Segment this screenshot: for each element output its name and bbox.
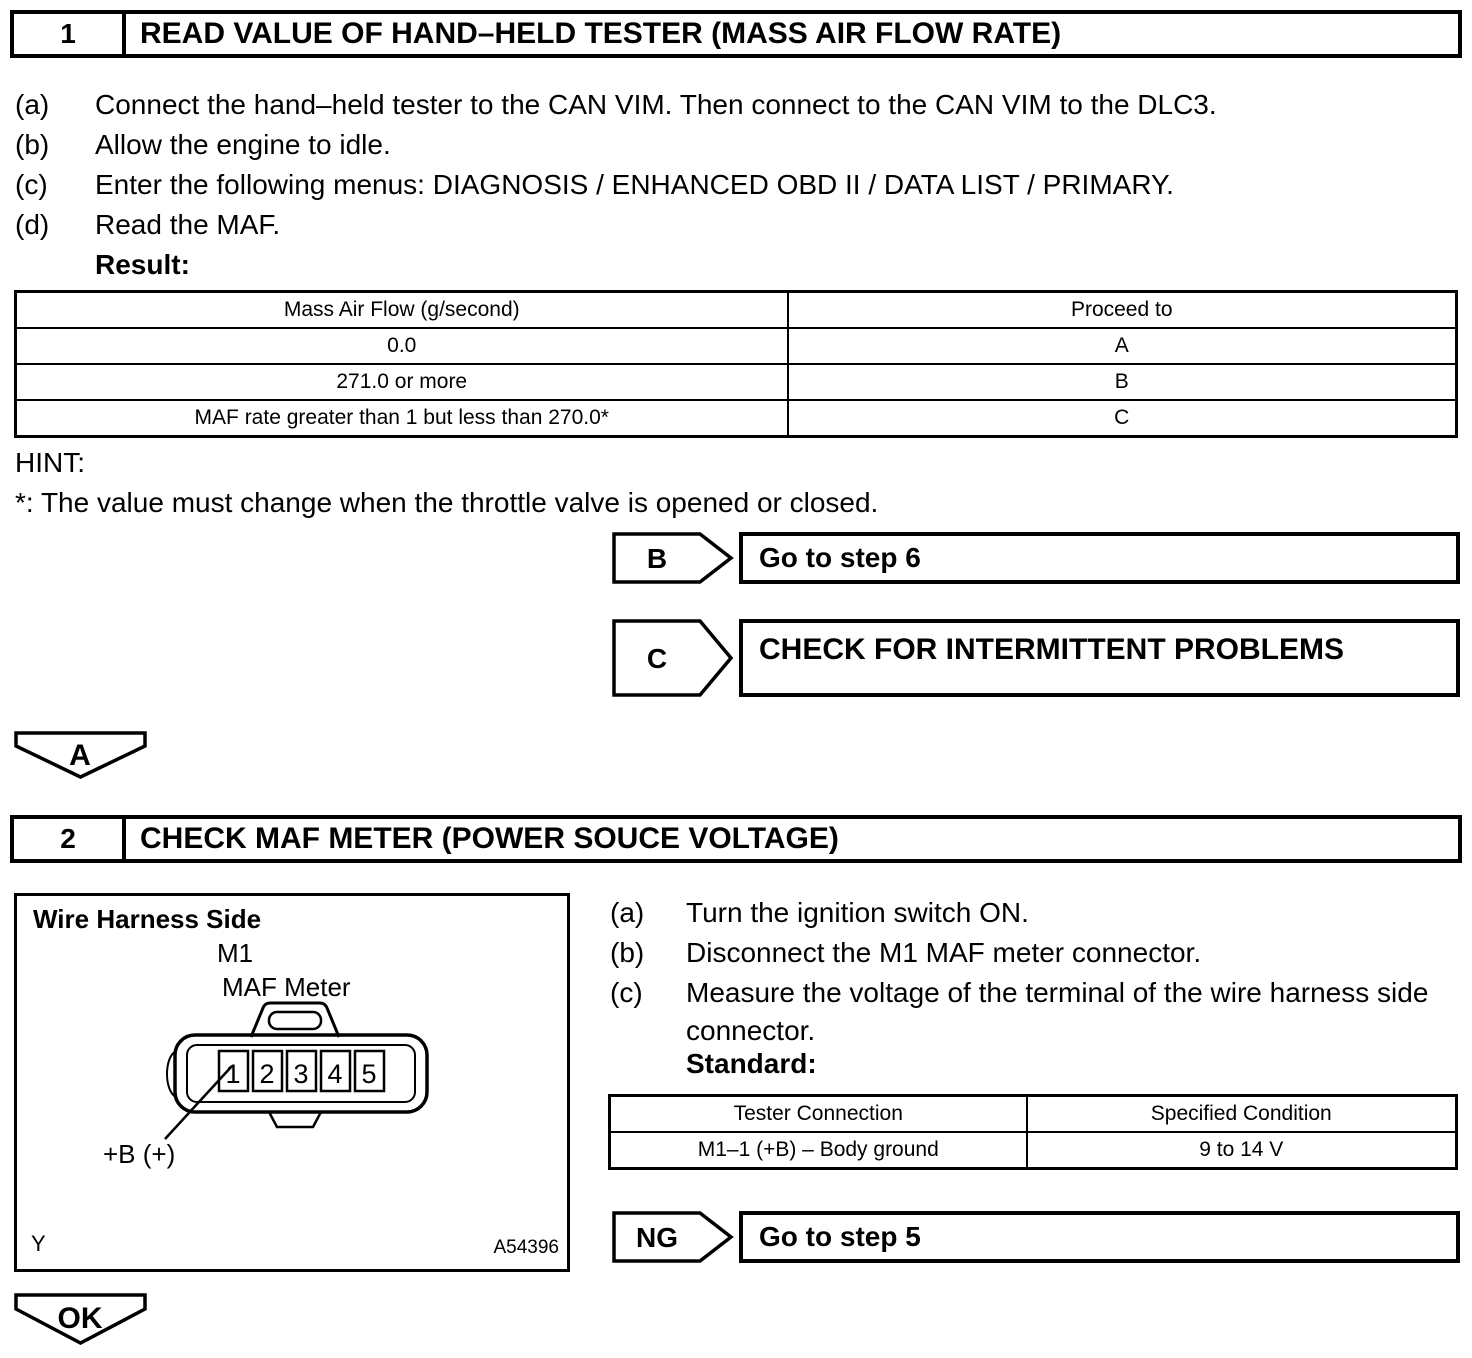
instruction-row [610,933,1472,973]
branch-ng-action [739,1211,1460,1263]
step2-title: CHECK MAF METER (POWER SOUCE VOLTAGE) [140,822,839,855]
table-header-cell: Tester Connection [610,1096,1027,1133]
instruction-label: (c) [15,169,48,200]
branch-ng-label: NG [636,1222,678,1253]
instruction-text: Turn the ignition switch ON. [686,897,1029,928]
connector-latch [269,1012,321,1029]
pin-1-number: 1 [225,1059,241,1089]
result-label: Result: [95,249,190,280]
instruction-label: (b) [15,129,50,160]
terminal-b-label: +B (+) [103,1139,176,1169]
table-header-cell: Specified Condition [1027,1096,1457,1133]
table-cell: 271.0 or more [16,364,788,400]
instruction-text: Allow the engine to idle. [95,129,391,160]
instruction-text: Read the MAF. [95,209,281,240]
branch-c-action [739,619,1460,697]
pin-5-number: 5 [361,1059,377,1089]
table-header-cell: Proceed to [788,292,1457,329]
instruction-label: (a) [610,897,645,928]
instruction-label: (a) [15,89,50,120]
branch-b [612,532,1460,584]
continue-marker-ok [14,1293,148,1347]
connector-top-tab [251,1003,339,1037]
table-header-cell: Mass Air Flow (g/second) [16,292,788,329]
step1-title: READ VALUE OF HAND–HELD TESTER (MASS AIR FLOW RATE) [140,17,1062,50]
step2-header [10,815,1462,863]
step1-header [10,10,1462,58]
hint-text: *: The value must change when the throttle valve is opened or closed. [15,487,879,518]
standard-table [608,1094,1458,1170]
table-row [610,1132,1457,1169]
instruction-row [15,85,1465,125]
branch-c [612,619,1460,697]
maf-connector-diagram [17,999,573,1171]
branch-ng-arrow-icon [612,1211,734,1263]
continue-marker-a-label: A [69,739,91,772]
instruction-text: Enter the following menus: DIAGNOSIS / ENHANCED OBD II / DATA LIST / PRIMARY. [95,169,1174,200]
table-row [16,364,1457,400]
table-cell: M1–1 (+B) – Body ground [610,1132,1027,1169]
table-header-row [16,292,1457,329]
table-row [16,400,1457,437]
table-cell: MAF rate greater than 1 but less than 270.0* [16,400,788,437]
branch-c-arrow-icon [612,619,734,697]
step2-instructions [610,893,1472,1050]
wire-harness-figure [14,893,570,1272]
maf-result-table [14,290,1458,438]
branch-b-label: B [646,543,668,574]
instruction-row [15,125,1465,165]
branch-b-action [739,532,1460,584]
table-cell: A [788,328,1457,364]
instruction-text: Connect the hand–held tester to the CAN VIM. Then connect to the CAN VIM to the DLC3. [95,89,1217,120]
branch-action-text: CHECK FOR INTERMITTENT PROBLEMS [759,633,1344,666]
instruction-label: (c) [610,977,643,1008]
table-cell: 9 to 14 V [1027,1132,1457,1169]
step1-instructions [15,85,1465,245]
figure-code: A54396 [493,1237,559,1258]
branch-c-label: C [646,643,668,674]
hint-label: HINT: [15,447,85,478]
table-cell: B [788,364,1457,400]
instruction-row [15,165,1465,205]
step2-number: 2 [14,819,126,859]
branch-action-text: Go to step 5 [759,1221,921,1252]
figure-title: Wire Harness Side [33,904,262,934]
instruction-row [15,205,1465,245]
branch-b-arrow-icon [612,532,734,584]
table-row [16,328,1457,364]
instruction-text: Measure the voltage of the terminal of the wire harness side connector. [686,977,1429,1046]
continue-marker-a [14,731,148,781]
continue-marker-ok-label: OK [57,1302,103,1335]
pin-2-number: 2 [259,1059,275,1089]
table-cell: 0.0 [16,328,788,364]
instruction-row [610,893,1472,933]
pin-3-number: 3 [293,1059,309,1089]
instruction-text: Disconnect the M1 MAF meter connector. [686,937,1202,968]
standard-label: Standard: [686,1048,817,1079]
instruction-label: (b) [610,937,645,968]
table-cell: C [788,400,1457,437]
branch-action-text: Go to step 6 [759,542,921,573]
connector-id-label: M1 [217,938,254,968]
instruction-label: (d) [15,209,50,240]
instruction-row [610,973,1472,1050]
branch-ng [612,1211,1460,1263]
connector-name-label: MAF Meter [222,972,351,1002]
pin-4-number: 4 [327,1059,343,1089]
connector-bottom-tab [269,1112,321,1127]
step1-number: 1 [14,14,126,54]
table-header-row [610,1096,1457,1133]
figure-corner-mark: Y [31,1231,46,1256]
